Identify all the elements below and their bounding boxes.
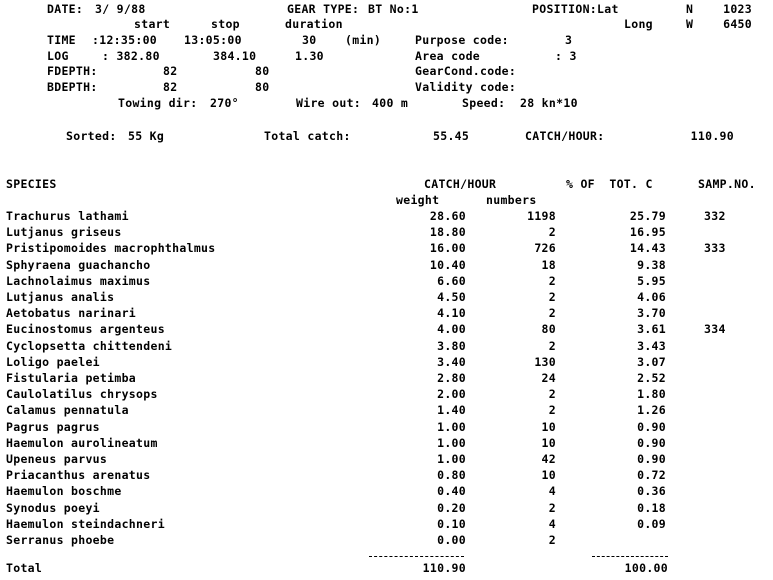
speed-value: 28 kn*10 <box>520 96 578 110</box>
species-column-header: SPECIES <box>6 177 57 191</box>
total-label: Total <box>6 561 43 575</box>
weight-column-header: weight <box>396 193 440 207</box>
wire-out-value: 400 m <box>372 96 409 110</box>
percent-value: 3.43 <box>637 339 666 353</box>
species-name: Haemulon aurolineatum <box>6 436 158 450</box>
total-percent: 100.00 <box>624 561 668 575</box>
percent-value: 3.61 <box>637 322 666 336</box>
weight-value: 0.20 <box>437 501 466 515</box>
percent-value: 2.52 <box>637 371 666 385</box>
species-name: Calamus pennatula <box>6 403 129 417</box>
log-start: : 382.80 <box>102 49 160 63</box>
purpose-code-label: Purpose code: <box>415 33 509 47</box>
wire-out-label: Wire out: <box>296 96 362 110</box>
weight-value: 0.10 <box>437 517 466 531</box>
species-name: Pristipomoides macrophthalmus <box>6 241 216 255</box>
species-name: Priacanthus arenatus <box>6 468 151 482</box>
duration-column-header: duration <box>285 17 343 31</box>
numbers-value: 2 <box>548 339 556 353</box>
species-name: Lutjanus analis <box>6 290 115 304</box>
numbers-value: 2 <box>548 290 556 304</box>
weight-value: 18.80 <box>429 225 466 239</box>
speed-label: Speed: <box>462 96 506 110</box>
latitude-value: 1023 <box>723 2 752 16</box>
numbers-value: 2 <box>548 501 556 515</box>
catch-per-hour-value: 110.90 <box>690 129 734 143</box>
log-label: LOG <box>47 49 69 63</box>
weight-value: 1.40 <box>437 403 466 417</box>
numbers-value: 24 <box>541 371 556 385</box>
species-name: Trachurus lathami <box>6 209 129 223</box>
percent-value: 3.70 <box>637 306 666 320</box>
percent-value: 3.07 <box>637 355 666 369</box>
weight-value: 0.40 <box>437 484 466 498</box>
fdepth-stop: 80 <box>255 64 270 78</box>
species-name: Loligo paelei <box>6 355 100 369</box>
species-name: Upeneus parvus <box>6 452 108 466</box>
numbers-value: 130 <box>534 355 556 369</box>
percent-value: 14.43 <box>629 241 666 255</box>
species-name: Cyclopsetta chittendeni <box>6 339 173 353</box>
position-label: POSITION:Lat <box>532 2 619 16</box>
numbers-value: 2 <box>548 274 556 288</box>
sample-number-column-header: SAMP.NO. <box>698 177 756 191</box>
log-duration: 1.30 <box>295 49 324 63</box>
species-name: Aetobatus narinari <box>6 306 137 320</box>
area-code-label: Area code <box>415 49 481 63</box>
weight-value: 28.60 <box>429 209 466 223</box>
percent-value: 1.80 <box>637 387 666 401</box>
purpose-code-value: 3 <box>565 33 573 47</box>
numbers-value: 2 <box>548 403 556 417</box>
longitude-label: Long <box>624 17 653 31</box>
latitude-hemisphere: N <box>686 2 694 16</box>
weight-value: 3.40 <box>437 355 466 369</box>
catch-hour-column-header: CATCH/HOUR <box>424 177 497 191</box>
date-value: 3/ 9/88 <box>95 2 146 16</box>
time-start: :12:35:00 <box>92 33 158 47</box>
weight-total-rule <box>369 556 464 557</box>
sample-number-value: 333 <box>704 241 726 255</box>
percent-value: 0.90 <box>637 420 666 434</box>
fdepth-label: FDEPTH: <box>47 64 98 78</box>
gear-condition-label: GearCond.code: <box>415 64 517 78</box>
gear-type-label: GEAR TYPE: <box>287 2 360 16</box>
catch-per-hour-label: CATCH/HOUR: <box>525 129 605 143</box>
sorted-value: 55 Kg <box>128 129 165 143</box>
percent-value: 1.26 <box>637 403 666 417</box>
weight-value: 16.00 <box>429 241 466 255</box>
species-name: Eucinostomus argenteus <box>6 322 165 336</box>
percent-total-column-header: % OF TOT. C <box>566 177 653 191</box>
bdepth-label: BDEPTH: <box>47 80 98 94</box>
numbers-value: 10 <box>541 420 556 434</box>
species-name: Haemulon steindachneri <box>6 517 165 531</box>
sample-number-value: 332 <box>704 209 726 223</box>
weight-value: 1.00 <box>437 452 466 466</box>
time-stop: 13:05:00 <box>184 33 242 47</box>
numbers-value: 42 <box>541 452 556 466</box>
weight-value: 1.00 <box>437 420 466 434</box>
towing-direction-label: Towing dir: <box>118 96 198 110</box>
gear-type-value: BT No:1 <box>368 2 419 16</box>
date-label: DATE: <box>47 2 84 16</box>
percent-total-rule <box>592 556 668 557</box>
species-name: Lutjanus griseus <box>6 225 122 239</box>
weight-value: 4.00 <box>437 322 466 336</box>
numbers-value: 10 <box>541 436 556 450</box>
species-name: Pagrus pagrus <box>6 420 100 434</box>
numbers-value: 2 <box>548 306 556 320</box>
numbers-value: 4 <box>548 517 556 531</box>
species-name: Sphyraena guachancho <box>6 258 151 272</box>
weight-value: 0.00 <box>437 533 466 547</box>
percent-value: 0.90 <box>637 452 666 466</box>
weight-value: 2.00 <box>437 387 466 401</box>
time-duration: 30 <box>302 33 317 47</box>
numbers-value: 80 <box>541 322 556 336</box>
weight-value: 4.10 <box>437 306 466 320</box>
numbers-value: 726 <box>534 241 556 255</box>
weight-value: 1.00 <box>437 436 466 450</box>
sample-number-value: 334 <box>704 322 726 336</box>
fdepth-start: 82 <box>163 64 178 78</box>
percent-value: 9.38 <box>637 258 666 272</box>
numbers-value: 2 <box>548 225 556 239</box>
species-name: Synodus poeyi <box>6 501 100 515</box>
numbers-value: 10 <box>541 468 556 482</box>
percent-value: 0.18 <box>637 501 666 515</box>
percent-value: 4.06 <box>637 290 666 304</box>
percent-value: 5.95 <box>637 274 666 288</box>
weight-value: 4.50 <box>437 290 466 304</box>
validity-code-label: Validity code: <box>415 80 517 94</box>
total-catch-label: Total catch: <box>264 129 351 143</box>
numbers-column-header: numbers <box>486 193 537 207</box>
longitude-value: 6450 <box>723 17 752 31</box>
stop-column-header: stop <box>211 17 240 31</box>
percent-value: 0.36 <box>637 484 666 498</box>
percent-value: 0.90 <box>637 436 666 450</box>
weight-value: 6.60 <box>437 274 466 288</box>
species-name: Haemulon boschme <box>6 484 122 498</box>
weight-value: 0.80 <box>437 468 466 482</box>
total-catch-value: 55.45 <box>433 129 470 143</box>
log-stop: 384.10 <box>213 49 257 63</box>
percent-value: 0.72 <box>637 468 666 482</box>
percent-value: 16.95 <box>629 225 666 239</box>
weight-value: 10.40 <box>429 258 466 272</box>
total-weight: 110.90 <box>422 561 466 575</box>
towing-direction-value: 270° <box>210 96 239 110</box>
species-name: Caulolatilus chrysops <box>6 387 158 401</box>
start-column-header: start <box>134 17 171 31</box>
numbers-value: 2 <box>548 387 556 401</box>
time-unit: (min) <box>345 33 382 47</box>
species-name: Fistularia petimba <box>6 371 137 385</box>
time-label: TIME <box>47 33 76 47</box>
numbers-value: 4 <box>548 484 556 498</box>
longitude-hemisphere: W <box>686 17 694 31</box>
percent-value: 25.79 <box>629 209 666 223</box>
bdepth-start: 82 <box>163 80 178 94</box>
bdepth-stop: 80 <box>255 80 270 94</box>
species-name: Serranus phoebe <box>6 533 115 547</box>
weight-value: 2.80 <box>437 371 466 385</box>
numbers-value: 1198 <box>527 209 556 223</box>
species-name: Lachnolaimus maximus <box>6 274 151 288</box>
weight-value: 3.80 <box>437 339 466 353</box>
percent-value: 0.09 <box>637 517 666 531</box>
numbers-value: 2 <box>548 533 556 547</box>
sorted-label: Sorted: <box>66 129 117 143</box>
numbers-value: 18 <box>541 258 556 272</box>
area-code-value: : 3 <box>555 49 577 63</box>
